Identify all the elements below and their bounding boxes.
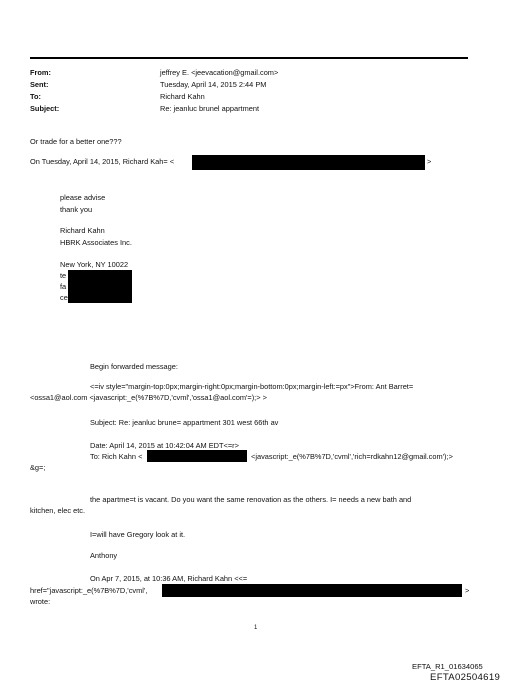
redaction-email-3 <box>162 584 462 597</box>
vacant-line-2: kitchen, elec etc. <box>30 506 86 515</box>
from-value: jeffrey E. <jeevacation@gmail.com> <box>160 68 279 77</box>
signature-name: Richard Kahn <box>60 226 105 235</box>
page-number: 1 <box>254 625 258 631</box>
reply-line: Or trade for a better one??? <box>30 137 122 146</box>
amp-line: &g=; <box>30 463 46 472</box>
wrote-line: wrote: <box>30 597 51 606</box>
bates-number-1: EFTA_R1_01634065 <box>412 662 483 671</box>
signature-fa: fa <box>60 282 67 291</box>
redaction-phones <box>68 270 132 303</box>
signature-company: HBRK Associates Inc. <box>60 238 132 247</box>
redaction-email-2 <box>147 450 247 462</box>
to-label: To: <box>30 92 41 101</box>
sent-value: Tuesday, April 14, 2015 2:44 PM <box>160 80 267 89</box>
href-end: > <box>465 586 470 595</box>
signature-city: New York, NY 10022 <box>60 260 129 269</box>
div-style-line: <=iv style="margin-top:0px;margin-right:0px;margin-bottom:0px;margin-left:=px">From: Ant Barret= <box>90 382 414 391</box>
signature-ce: ce <box>60 293 68 302</box>
subject-label: Subject: <box>30 104 60 113</box>
quote-intro: On Tuesday, April 14, 2015, Richard Kah= < <box>30 157 175 166</box>
forwarded-date: Date: April 14, 2015 at 10:42:04 AM EDT<=r> <box>90 441 239 450</box>
anthony-signoff: Anthony <box>90 551 118 560</box>
redaction-email-1 <box>192 155 425 170</box>
forwarded-to: To: Rich Kahn < <box>90 452 143 461</box>
forwarded-subject: Subject: Re: jeanluc brune= appartment 301 west 66th av <box>90 418 279 427</box>
href-line: href="javascript:_e(%7B%7D,'cvml', <box>30 586 148 595</box>
sent-label: Sent: <box>30 80 49 89</box>
on-apr-line: On Apr 7, 2015, at 10:36 AM, Richard Kahn <<= <box>90 574 248 583</box>
forwarded-to-tail: <javascript:_e(%7B%7D,'cvml','rich=rdkahn12@gmail.com');> <box>251 452 453 461</box>
forwarded-header: Begin forwarded message: <box>90 362 178 371</box>
div-email-line: <ossa1@aol.com <javascript:_e(%7B%7D,'cvml','ossa1@aol.com'=);> > <box>30 393 267 402</box>
gregory-line: I=will have Gregory look at it. <box>90 530 186 539</box>
subject-value: Re: jeanluc brunel appartment <box>160 104 260 113</box>
vacant-line-1: the apartme=t is vacant. Do you want the same renovation as the others. I= needs a new bath and <box>90 495 412 504</box>
from-label: From: <box>30 68 51 77</box>
signature-te: te <box>60 271 67 280</box>
bates-number-2: EFTA02504619 <box>430 672 501 683</box>
to-value: Richard Kahn <box>160 92 205 101</box>
thank-you: thank you <box>60 205 93 214</box>
please-advise: please advise <box>60 193 106 202</box>
quote-intro-end: > <box>427 157 432 166</box>
header-rule <box>30 57 468 59</box>
